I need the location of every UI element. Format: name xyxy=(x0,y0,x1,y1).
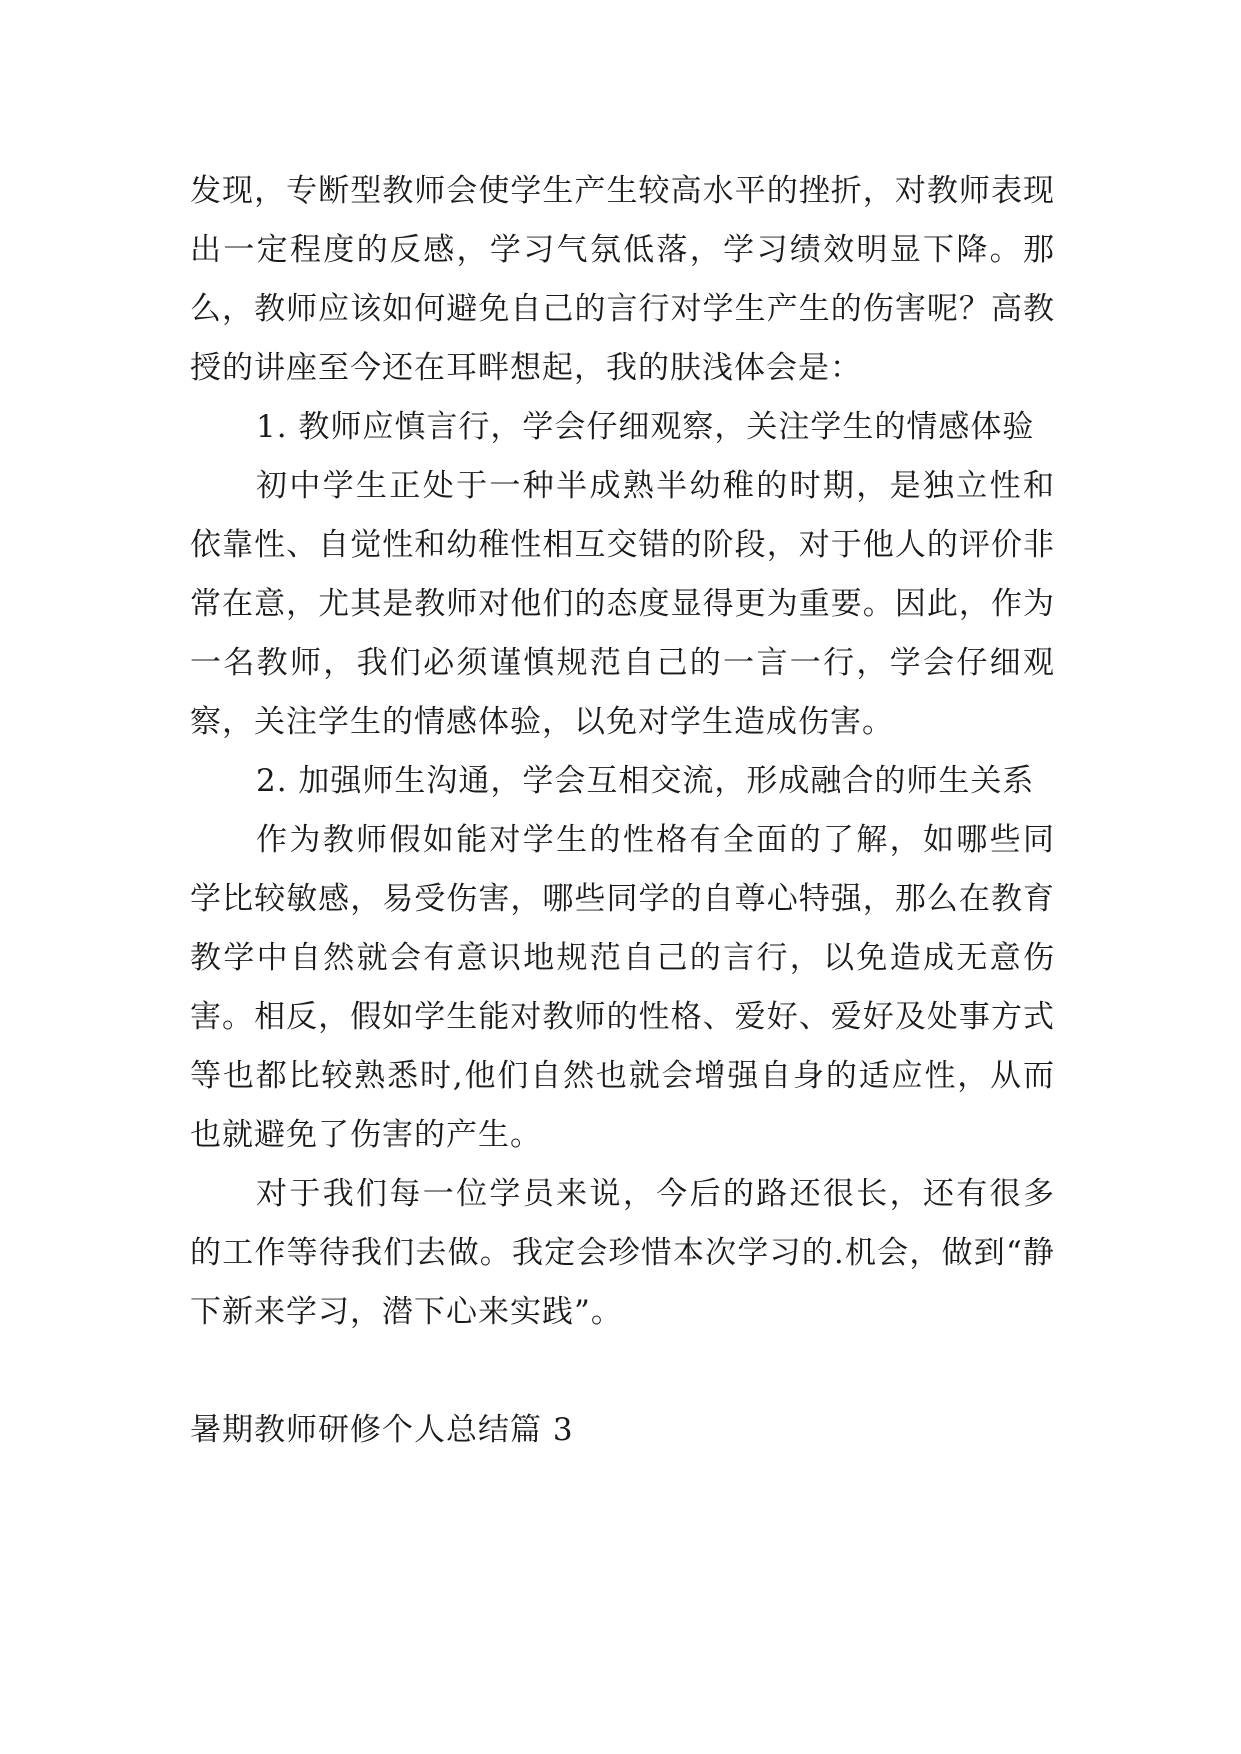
point-1-heading: 1. 教师应慎言行，学会仔细观察，关注学生的情感体验 xyxy=(256,409,1035,445)
document-body xyxy=(190,162,1055,1460)
paragraph-intro: 发现，专断型教师会使学生产生较高水平的挫折，对教师表现出一定程度的反感，学习气氛低落，学习绩效明显下降。那么，教师应该如何避免自己的言行对学生产生的伤害呢？高教授的讲座至今还在耳畔想起，我的肤浅体会是： xyxy=(190,173,1055,386)
point-2-body: 作为教师假如能对学生的性格有全面的了解，如哪些同学比较敏感，易受伤害，哪些同学的自尊心特强，那么在教育教学中自然就会有意识地规范自己的言行，以免造成无意伤害。相反，假如学生能对教师的性格、爱好、爱好及处事方式等也都比较熟悉时,他们自然也就会增强自身的适应性，从而也就避免了伤害的产生。 xyxy=(190,822,1055,1153)
point-2-heading: 2. 加强师生沟通，学会互相交流，形成融合的师生关系 xyxy=(256,763,1035,799)
point-1-body: 初中学生正处于一种半成熟半幼稚的时期，是独立性和依靠性、自觉性和幼稚性相互交错的阶段，对于他人的评价非常在意，尤其是教师对他们的态度显得更为重要。因此，作为一名教师，我们必须谨慎规范自己的一言一行，学会仔细观察，关注学生的情感体验，以免对学生造成伤害。 xyxy=(190,468,1055,740)
section-heading: 暑期教师研修个人总结篇 3 xyxy=(190,1412,574,1448)
paragraph-conclusion: 对于我们每一位学员来说，今后的路还很长，还有很多的工作等待我们去做。我定会珍惜本次学习的.机会，做到“静下新来学习，潜下心来实践”。 xyxy=(190,1176,1055,1330)
